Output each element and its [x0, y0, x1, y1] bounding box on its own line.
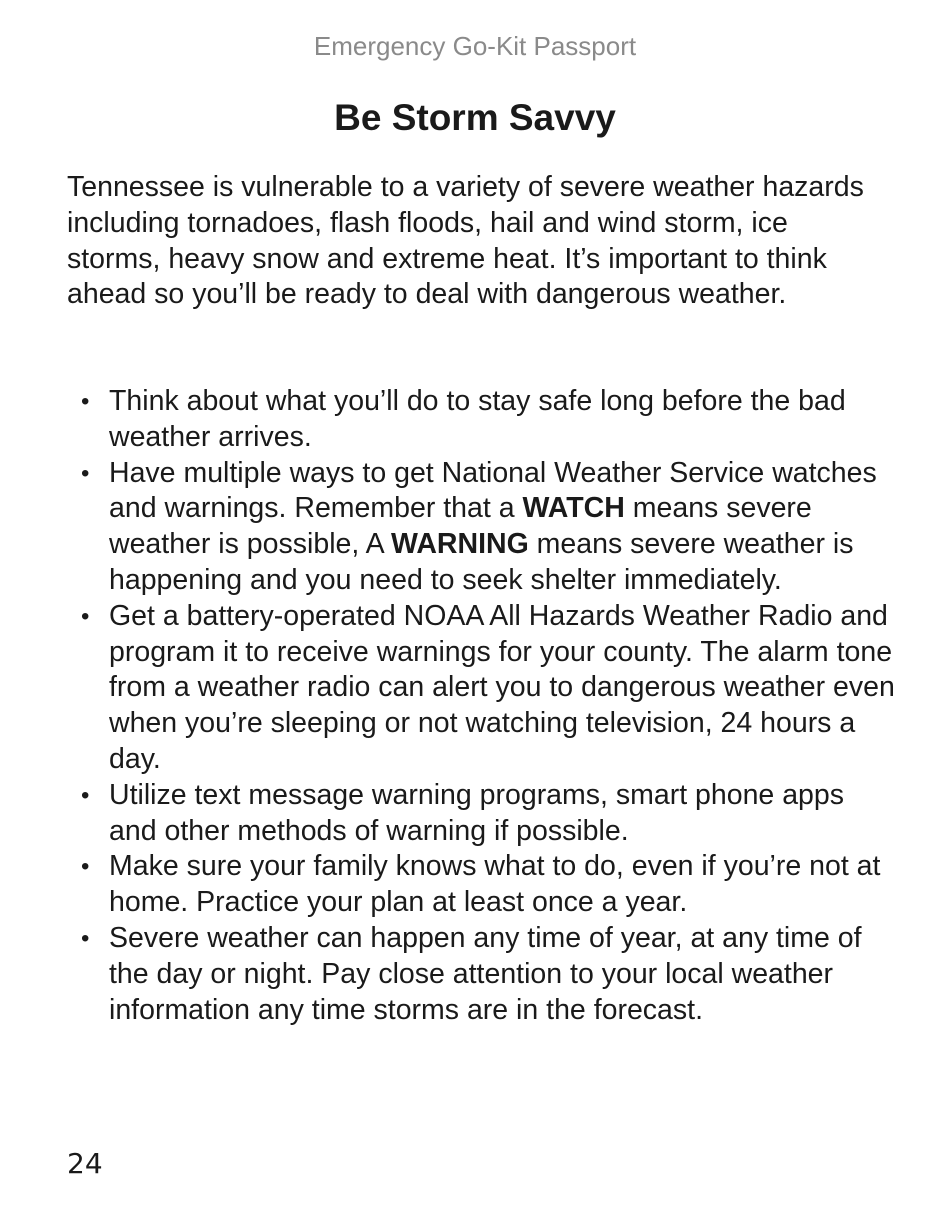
bullet-icon: •: [81, 781, 90, 809]
bullet-icon: •: [81, 924, 90, 952]
list-item-text: Make sure your family knows what to do, even if you’re not at home. Practice your plan at least once a year.: [109, 850, 881, 919]
list-item: [67, 456, 897, 599]
list-item: [67, 599, 897, 778]
list-item: [67, 778, 897, 850]
list-item-text: Think about what you’ll do to stay safe long before the bad weather arrives.: [109, 385, 846, 453]
list-item-text: Utilize text message warning programs, smart phone apps and other methods of warning if possible.: [109, 778, 845, 847]
list-item: [67, 921, 897, 1028]
bullet-icon: •: [81, 459, 90, 487]
bullet-icon: •: [81, 388, 90, 415]
warning-term: WARNING: [391, 528, 529, 561]
list-item-text: Have multiple ways to get National Weather Service watches and warnings. Remember that a: [109, 456, 877, 525]
page-number: 24: [67, 1147, 103, 1180]
list-item-text: Severe weather can happen any time of year, at any time of the day or night. Pay close attention to your local weather information any time storms are in the forecast.: [109, 921, 862, 1026]
running-header: Emergency Go-Kit Passport: [313, 31, 637, 61]
tips-list: [67, 384, 897, 1028]
list-item-text: means severe weather is possible, A: [109, 492, 812, 561]
list-item: [67, 384, 897, 456]
bullet-icon: •: [81, 602, 90, 630]
page-title: Be Storm Savvy: [334, 97, 616, 138]
watch-term: WATCH: [522, 492, 625, 525]
list-item-text: Get a battery-operated NOAA All Hazards Weather Radio and program it to receive warnings for your county. The alarm tone from a weather radio can alert you to dangerous weather even when you’re sleeping or not watching television, 24 hours a day.: [109, 599, 895, 775]
list-item: [67, 849, 897, 921]
bullet-icon: •: [81, 853, 90, 881]
intro-paragraph: Tennessee is vulnerable to a variety of severe weather hazards including tornadoes, flash floods, hail and wind storm, ice storms, heavy snow and extreme heat. It’s important to think ahead so you’ll be ready to deal with dangerous weather.: [67, 171, 864, 311]
list-item-text: means severe weather is happening and you need to seek shelter immediately.: [109, 528, 854, 596]
